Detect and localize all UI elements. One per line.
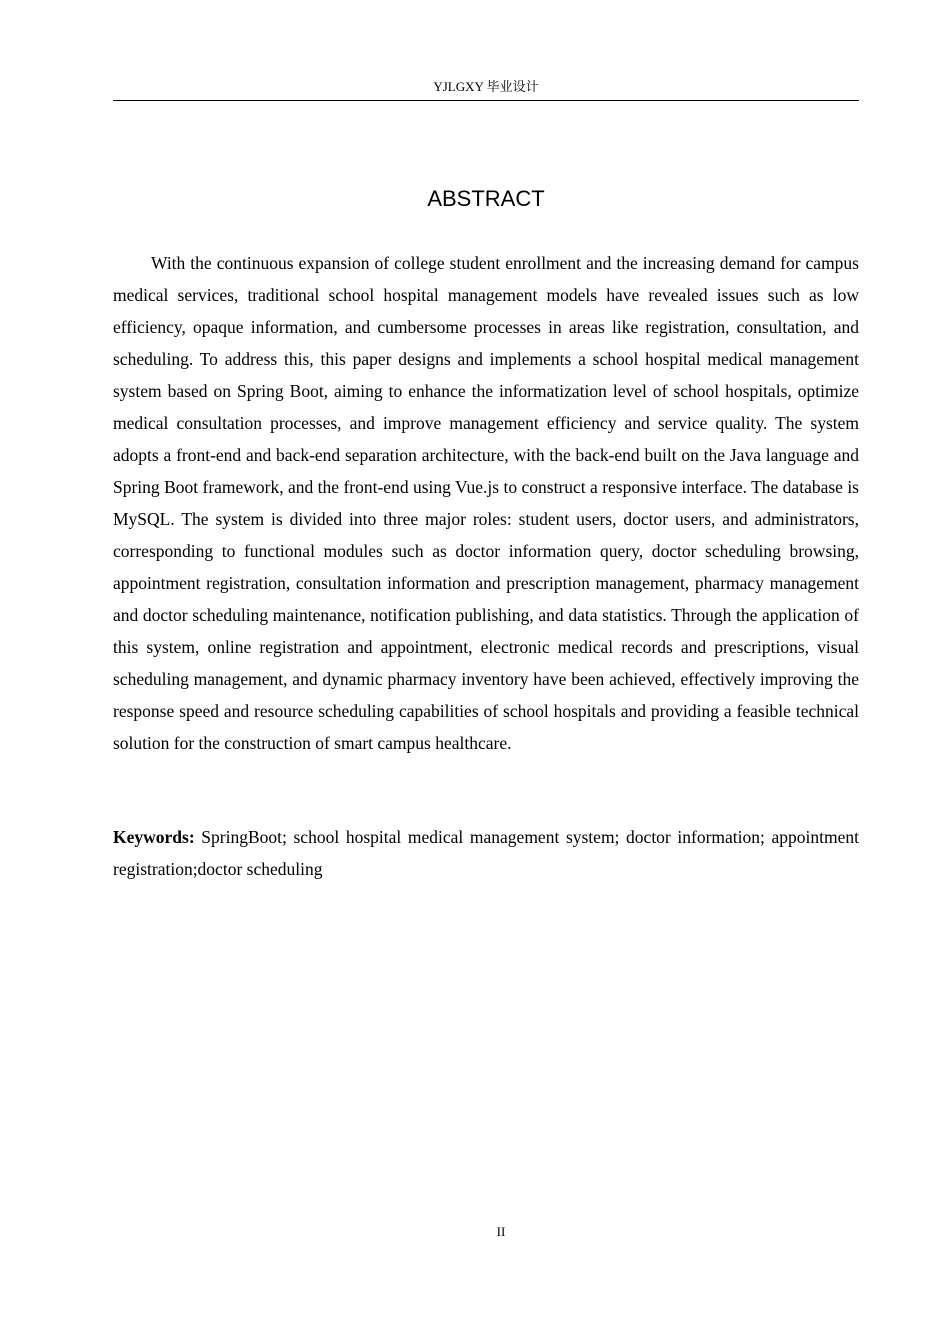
page-number: II bbox=[496, 1224, 506, 1239]
abstract-paragraph: With the continuous expansion of college student enrollment and the increasing demand for campus medical services, traditional school hospital management models have revealed issues such as low efficiency, opaque information, and cumbersome processes in areas like registration, consultation, and scheduling. To address this, this paper designs and implements a school hospital medical management system based on Spring Boot, aiming to enhance the informatization level of school hospitals, optimize medical consultation processes, and improve management efficiency and service quality. The system adopts a front-end and back-end separation architecture, with the back-end built on the Java language and Spring Boot framework, and the front-end using Vue.js to construct a responsive interface. The database is MySQL. The system is divided into three major roles: student users, doctor users, and administrators, corresponding to functional modules such as doctor information query, doctor scheduling browsing, appointment registration, consultation information and prescription management, pharmacy management and doctor scheduling maintenance, notification publishing, and data statistics. Through the application of this system, online registration and appointment, electronic medical records and prescriptions, visual scheduling management, and dynamic pharmacy inventory have been achieved, effectively improving the response speed and resource scheduling capabilities of school hospitals and providing a feasible technical solution for the construction of smart campus healthcare. bbox=[113, 253, 859, 753]
keywords-line bbox=[113, 821, 859, 885]
running-header: YJLGXY 毕业设计 bbox=[433, 79, 539, 94]
keywords-label: Keywords: bbox=[113, 827, 195, 847]
header-divider bbox=[113, 100, 859, 101]
abstract-body bbox=[113, 247, 859, 759]
keywords-text: SpringBoot; school hospital medical management system; doctor information; appointment registration;doctor scheduling bbox=[113, 827, 859, 879]
abstract-title: ABSTRACT bbox=[427, 186, 545, 211]
